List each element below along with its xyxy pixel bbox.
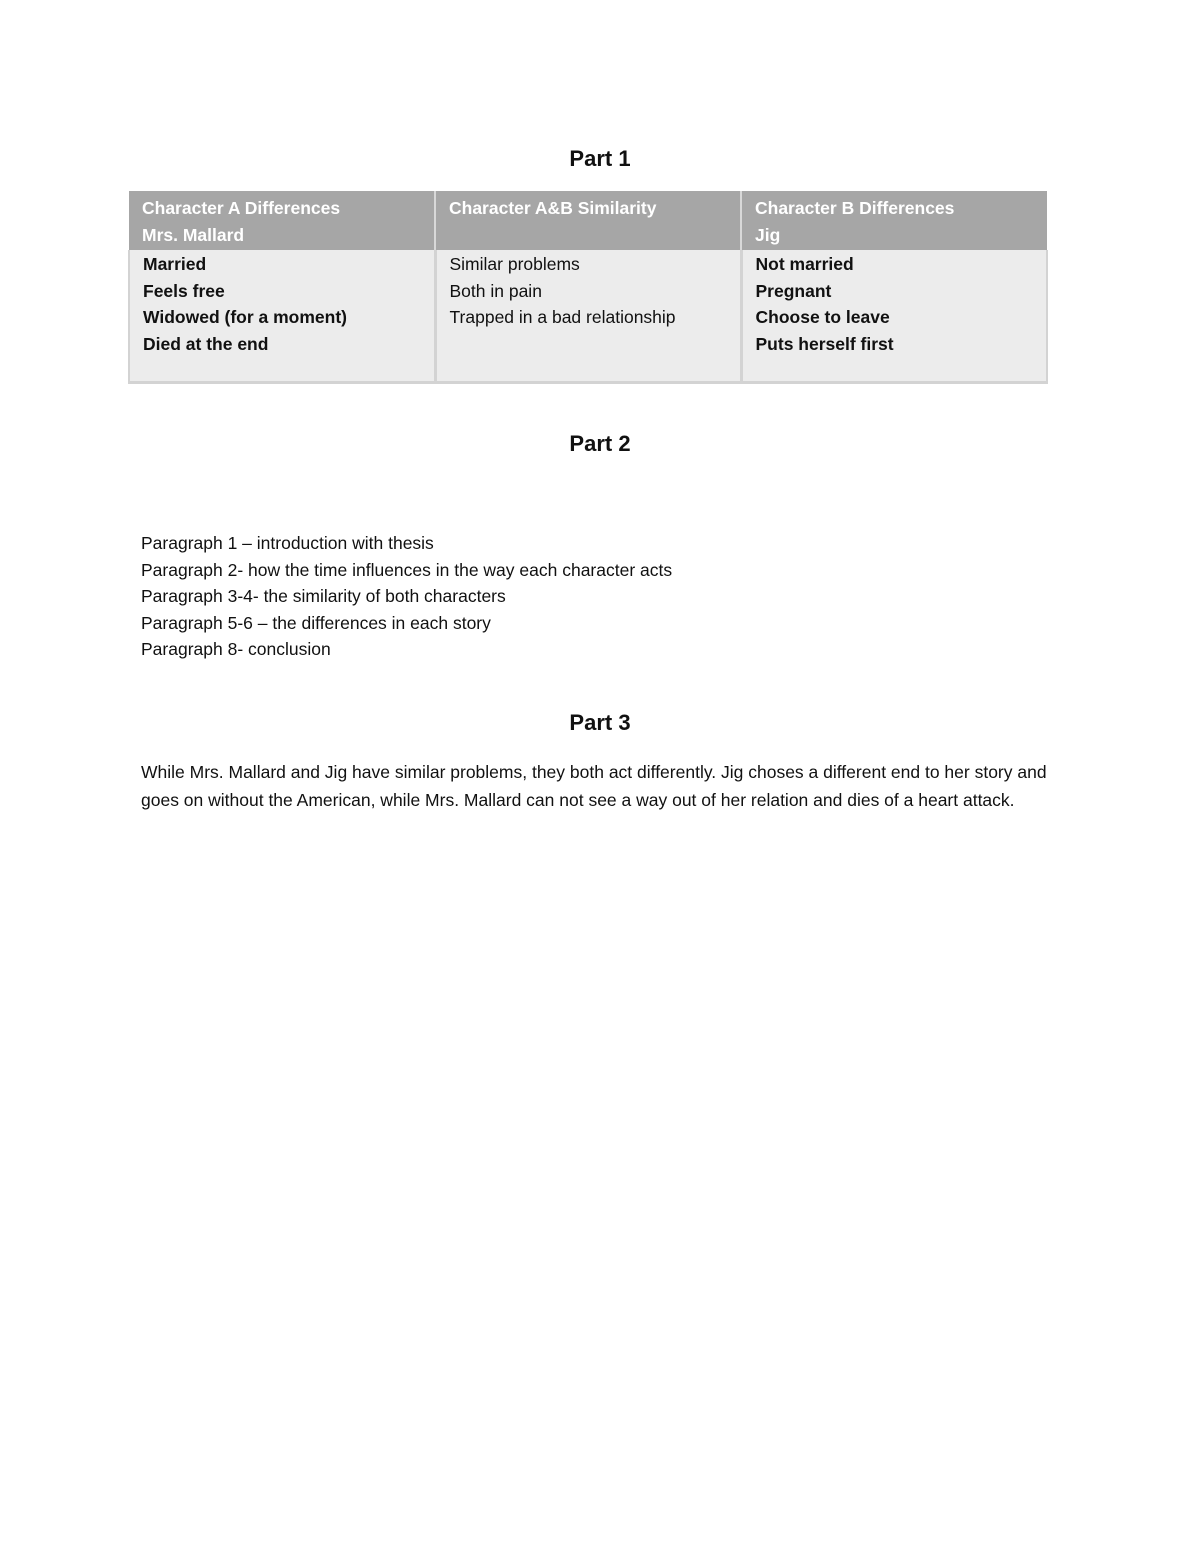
comparison-table xyxy=(128,191,1048,384)
outline-item: Paragraph 5-6 – the differences in each story xyxy=(141,612,491,633)
table-header-row xyxy=(129,191,1047,250)
header-similarity-title: Character A&B Similarity xyxy=(449,198,657,218)
table-row xyxy=(129,250,1047,383)
thesis-paragraph: While Mrs. Mallard and Jig have similar problems, they both act differently. Jig choses a different end to her story and goes on without the American, while Mrs. Mallard can not see a way out of her relation and dies of a heart attack. xyxy=(141,762,1047,810)
list-item: Died at the end xyxy=(143,333,269,354)
list-item: Not married xyxy=(755,254,854,274)
list-item: Pregnant xyxy=(755,280,832,301)
list-item: Both in pain xyxy=(449,280,542,301)
outline-item: Paragraph 3-4- the similarity of both characters xyxy=(141,586,506,606)
list-item: Married xyxy=(143,254,207,274)
part2-heading: Part 2 xyxy=(569,431,631,456)
header-character-a xyxy=(129,191,435,250)
character-a-cell xyxy=(129,250,435,383)
header-character-a-name: Mrs. Mallard xyxy=(142,224,245,245)
list-item: Puts herself first xyxy=(755,333,894,354)
list-item: Choose to leave xyxy=(755,307,890,327)
similarity-cell xyxy=(435,250,741,383)
outline-item: Paragraph 1 – introduction with thesis xyxy=(141,533,434,553)
character-b-cell xyxy=(741,250,1047,383)
outline-item: Paragraph 2- how the time influences in the way each character acts xyxy=(141,559,673,580)
list-item: Similar problems xyxy=(449,254,580,274)
header-character-b xyxy=(741,191,1047,250)
list-item: Trapped in a bad relationship xyxy=(449,307,676,327)
header-character-b-title: Character B Differences xyxy=(755,198,955,218)
outline-item: Paragraph 8- conclusion xyxy=(141,639,331,659)
essay-outline xyxy=(141,530,672,663)
header-character-a-title: Character A Differences xyxy=(142,198,341,218)
list-item: Widowed (for a moment) xyxy=(143,307,348,327)
header-character-b-name: Jig xyxy=(755,224,781,245)
part3-heading: Part 3 xyxy=(569,710,631,735)
list-item: Feels free xyxy=(143,280,225,301)
header-similarity xyxy=(435,191,741,250)
part1-heading: Part 1 xyxy=(569,146,631,171)
